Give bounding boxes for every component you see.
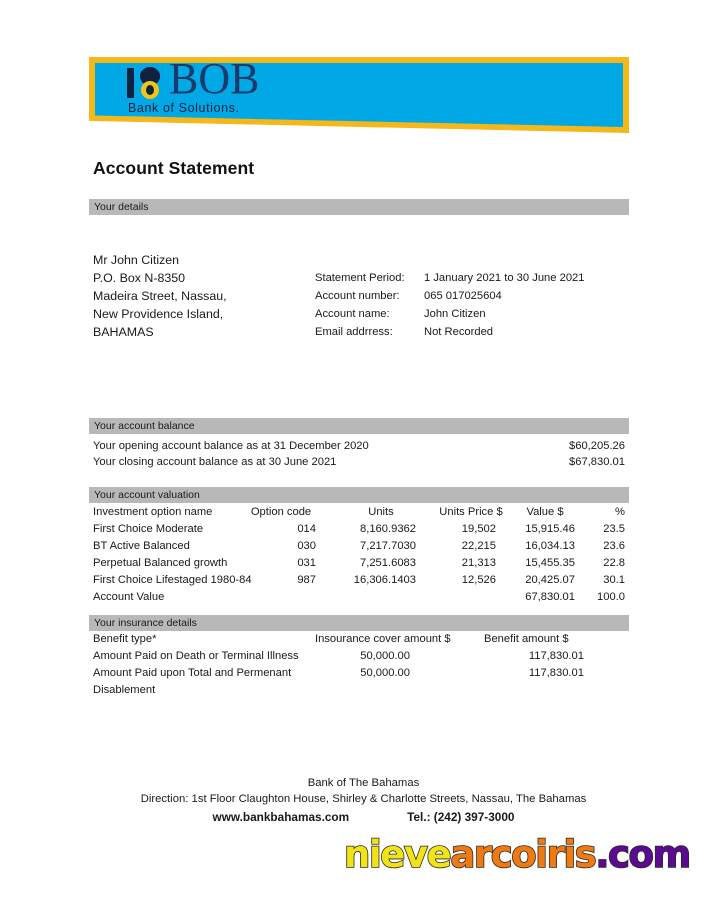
watermark-part-1: nieve — [344, 833, 451, 876]
address-line-4: New Providence Island, — [93, 307, 224, 321]
table-cell-units: 16,306.1403 — [353, 574, 416, 586]
valuation-col-name: Investment option name — [93, 506, 213, 518]
account-value-label: Account Value — [93, 591, 165, 603]
table-cell-code: 014 — [297, 523, 316, 535]
insurance-col-type: Benefit type* — [93, 633, 157, 645]
bob-logo — [127, 54, 327, 123]
table-cell-code: 030 — [297, 540, 316, 552]
table-cell-code: 987 — [297, 574, 316, 586]
table-row: Amount Paid on Death or Terminal Illness — [93, 650, 299, 662]
account-number-label: Account number: — [315, 290, 400, 302]
section-header-valuation: Your account valuation — [89, 487, 629, 503]
opening-balance-label: Your opening account balance as at 31 December 2020 — [93, 440, 369, 452]
table-cell-units: 7,217.7030 — [360, 540, 416, 552]
valuation-col-units: Units — [368, 506, 394, 518]
email-address-label: Email addrress: — [315, 326, 393, 338]
valuation-col-price: Units Price $ — [439, 506, 503, 518]
address-line-1: Mr John Citizen — [93, 253, 180, 267]
valuation-col-value: Value $ — [526, 506, 564, 518]
account-name-label: Account name: — [315, 308, 390, 320]
insurance-benefit-amount: 117,830.01 — [528, 650, 584, 662]
account-number-value: 065 017025604 — [424, 290, 502, 302]
address-line-2: P.O. Box N-8350 — [93, 271, 186, 285]
statement-period-label: Statement Period: — [315, 272, 405, 284]
table-cell-code: 031 — [297, 557, 316, 569]
section-header-details: Your details — [89, 199, 629, 215]
table-row: First Choice Lifestaged 1980-84 — [93, 574, 252, 586]
table-cell-pct: 23.5 — [603, 523, 625, 535]
table-cell-price: 21,313 — [461, 557, 496, 569]
valuation-col-pct: % — [615, 506, 625, 518]
closing-balance-amount: $67,830.01 — [569, 456, 625, 468]
closing-balance-label: Your closing account balance as at 30 June 2021 — [93, 456, 337, 468]
logo-emblem-icon — [137, 67, 163, 99]
watermark — [344, 833, 690, 876]
watermark-part-3: .com — [595, 833, 690, 876]
table-row: First Choice Moderate — [93, 523, 204, 535]
email-address-value: Not Recorded — [424, 326, 494, 338]
logo-wordmark: BOB — [169, 54, 260, 103]
section-header-balance: Your account balance — [89, 418, 629, 434]
table-row-continuation: Disablement — [93, 684, 156, 696]
footer-website[interactable]: www.bankbahamas.com — [212, 810, 350, 824]
table-cell-value: 15,455.35 — [525, 557, 575, 569]
insurance-col-benefit: Benefit amount $ — [484, 633, 569, 645]
logo-bar-icon — [127, 68, 134, 98]
statement-period-value: 1 January 2021 to 30 June 2021 — [424, 272, 585, 284]
page-title: Account Statement — [93, 158, 255, 178]
opening-balance-amount: $60,205.26 — [569, 440, 625, 452]
section-header-insurance: Your insurance details — [89, 615, 629, 631]
insurance-col-cover: Insourance cover amount $ — [315, 633, 451, 645]
table-cell-price: 12,526 — [461, 574, 496, 586]
header-banner — [89, 54, 629, 133]
account-value-pct: 100.0 — [597, 591, 625, 603]
table-row: Amount Paid upon Total and Permenant — [93, 667, 292, 679]
table-cell-pct: 30.1 — [603, 574, 625, 586]
table-cell-price: 19,502 — [461, 523, 496, 535]
table-cell-units: 7,251.6083 — [360, 557, 416, 569]
insurance-cover-amount: 50,000.00 — [360, 650, 410, 662]
valuation-col-code: Option code — [250, 506, 312, 518]
address-line-3: Madeira Street, Nassau, — [93, 289, 227, 303]
logo-tagline: Bank of Solutions. — [128, 101, 240, 115]
footer-phone: Tel.: (242) 397-3000 — [407, 810, 515, 824]
table-cell-value: 15,915.46 — [525, 523, 575, 535]
table-row: BT Active Balanced — [93, 540, 190, 552]
footer-direction: Direction: 1st Floor Claughton House, Shirley & Charlotte Streets, Nassau, The Bahamas — [140, 793, 587, 805]
address-line-5: BAHAMAS — [93, 325, 154, 339]
table-cell-units: 8,160.9362 — [360, 523, 416, 535]
account-name-value: John Citizen — [424, 308, 486, 320]
table-row: Perpetual Balanced growth — [93, 557, 228, 569]
insurance-cover-amount: 50,000.00 — [360, 667, 410, 679]
insurance-benefit-amount: 117,830.01 — [528, 667, 584, 679]
table-cell-value: 20,425.07 — [525, 574, 575, 586]
footer-bank-name: Bank of The Bahamas — [307, 777, 420, 789]
table-cell-pct: 22.8 — [603, 557, 625, 569]
table-cell-pct: 23.6 — [603, 540, 625, 552]
account-value-total: 67,830.01 — [525, 591, 575, 603]
table-cell-price: 22,215 — [461, 540, 496, 552]
table-cell-value: 16,034.13 — [525, 540, 575, 552]
watermark-part-2: arcoiris — [450, 833, 596, 876]
